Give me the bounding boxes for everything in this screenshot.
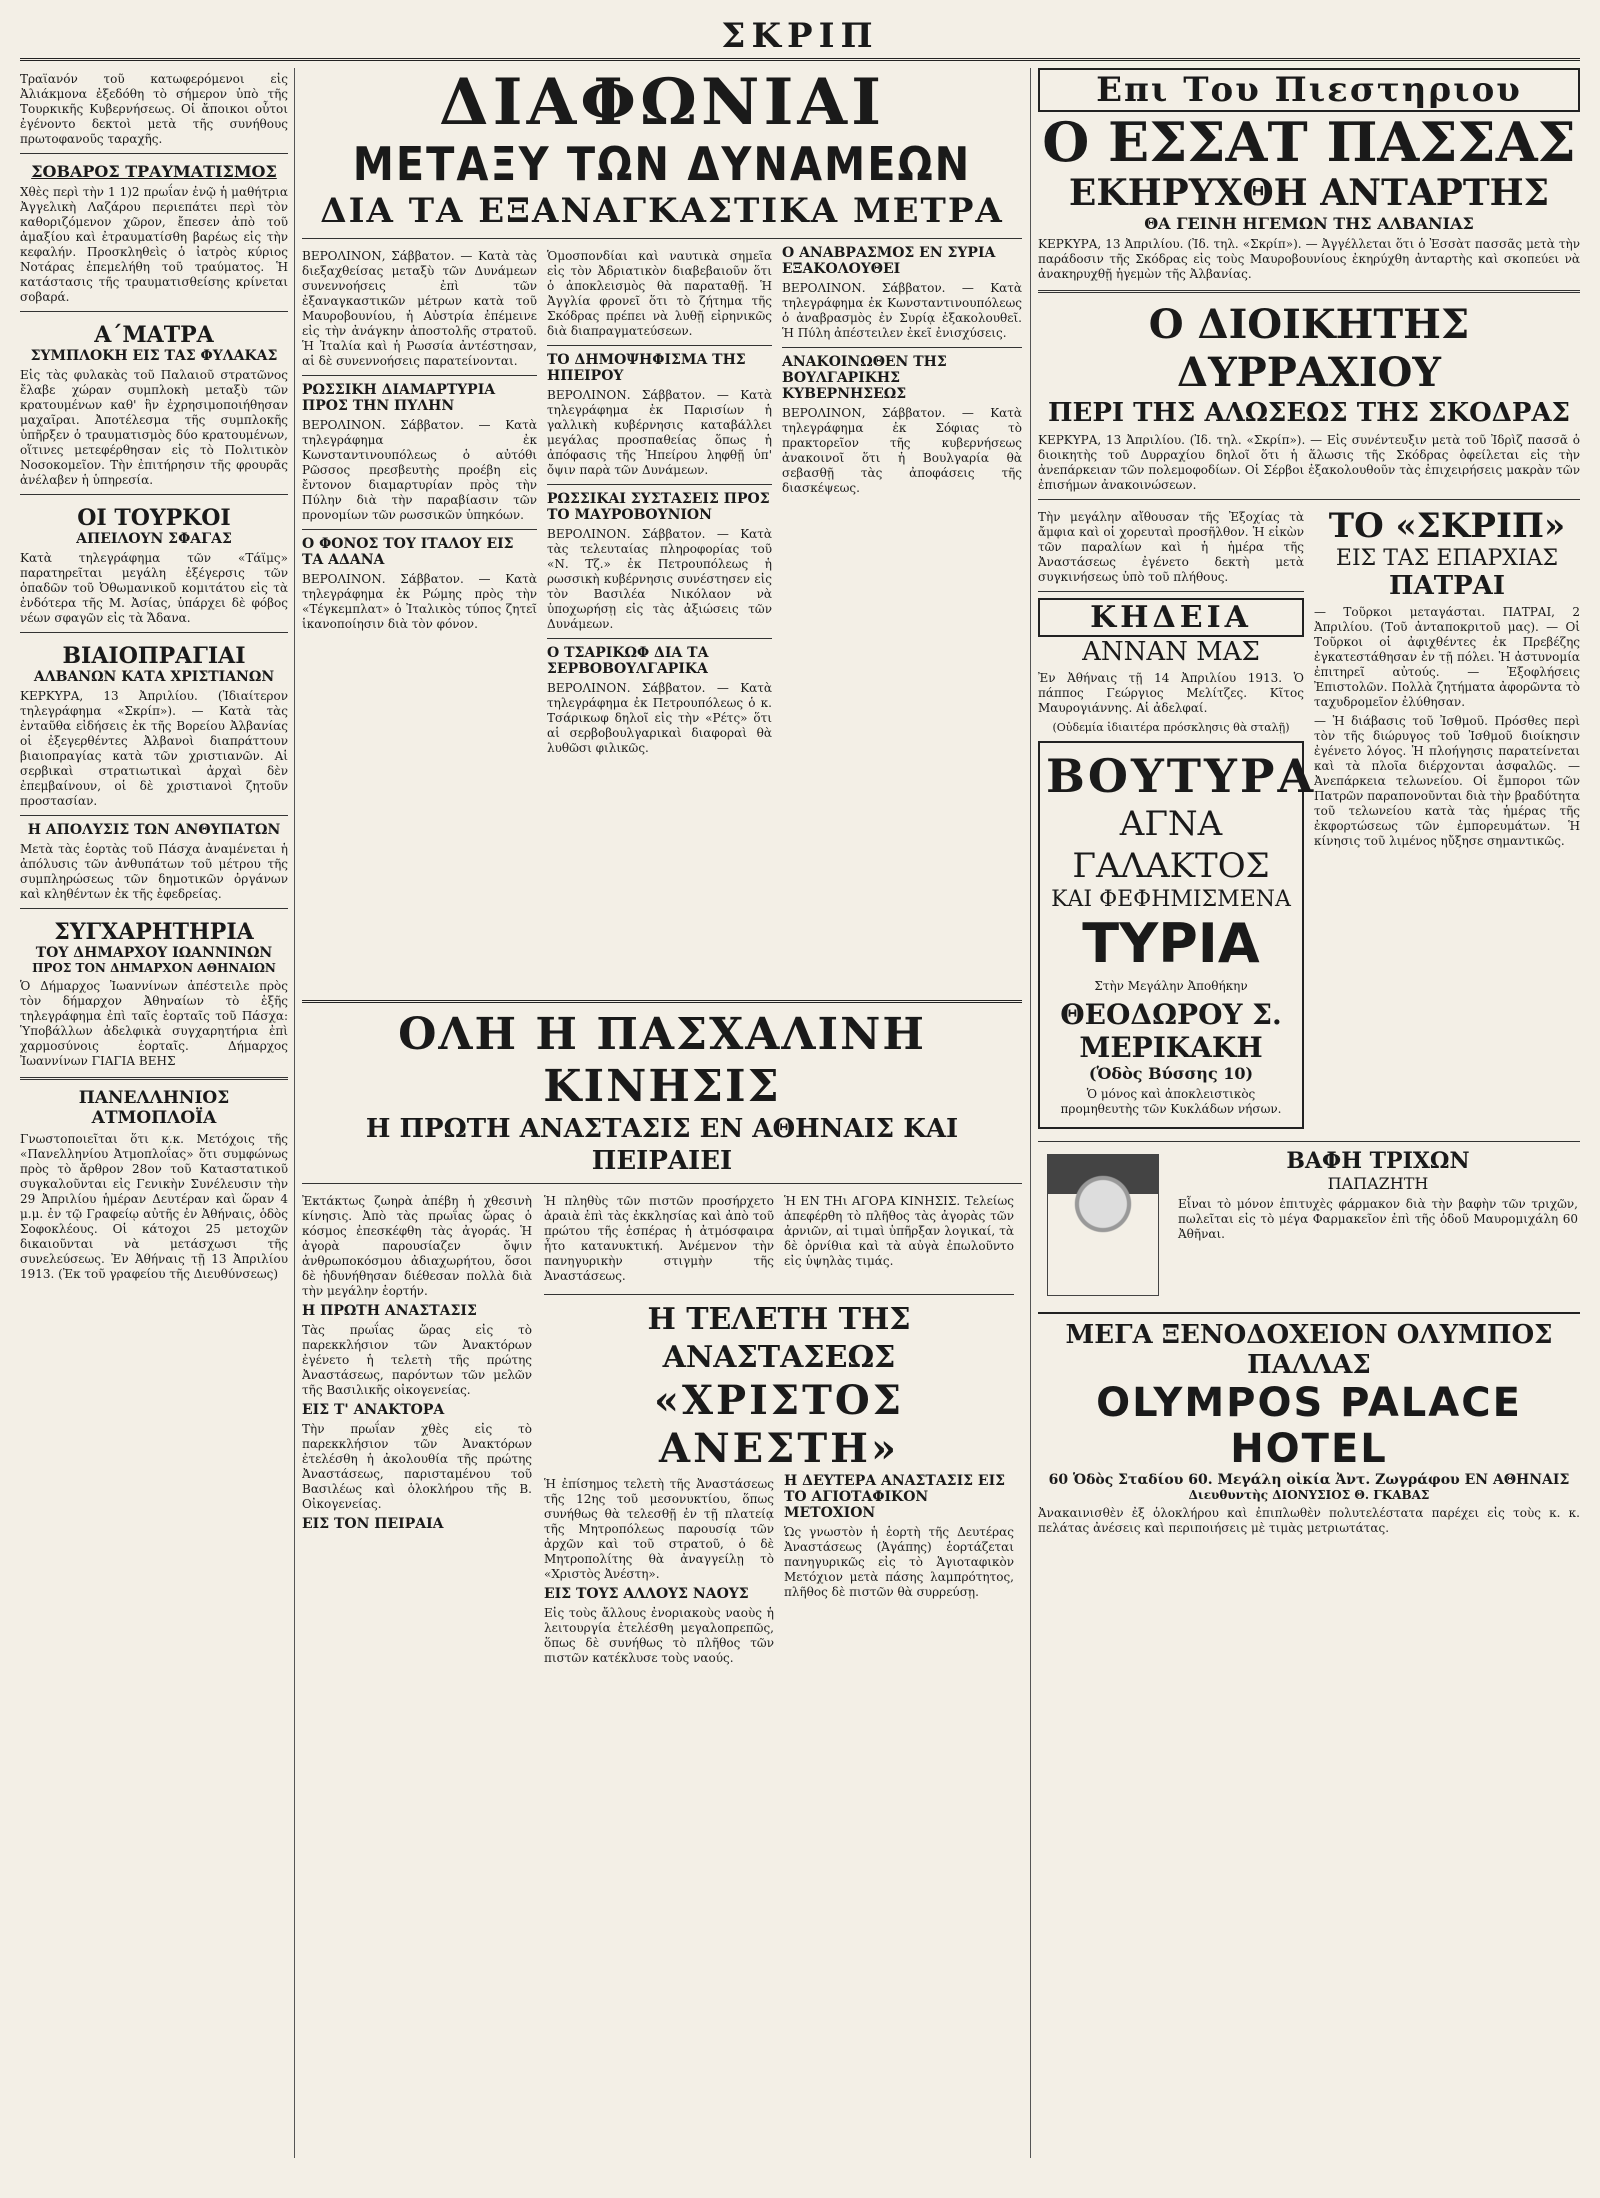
butter-ad-cheese: ΤΥΡΙΑ (1082, 912, 1260, 975)
easter-headline: ΟΛΗ Η ΠΑΣΧΑΛΙΝΗ ΚΙΝΗΣΙΣ (398, 1009, 926, 1112)
article-turks: Κατὰ τηλεγράφημα τῶν «Τάϊμς» παρατηρεῖται μεγάλη ἐξέγερσις τῶν ὀπαδῶν τοῦ Ὀθωμανικοῦ κομιτάτου εἰς τὰ ἐνδότερα τῆς Μ. Ἀσίας, ὑπάρχει δὲ φόβος νέων σφαγῶν εἰς τὰ Ἄδανα. (20, 551, 288, 625)
funeral-name: ΑΝΝΑΝ ΜΑΣ (1082, 637, 1260, 667)
headline-durazzo: Ο ΔΙΟΙΚΗΤΗΣ ΔΥΡΡΑΧΙΟΥ (1148, 301, 1470, 396)
article-patras-2: — Ἡ διάβασις τοῦ Ἰσθμοῦ. Πρόσθες περὶ τὸν τῆς διώρυγος τοῦ Ἰσθμοῦ διοίκησιν ἐγένετο λόγος. Ἡ πλοήγησις παρατείνεται καὶ τὰ πλοῖα διέρχονται ἀσφαλῶς. — Ἀνεπάρκεια τελωνείου. Οἱ ἔμποροι τῶν Πατρῶν παραπονοῦνται διὰ τὴν βραδύτητα τοῦ τελωνείου κατὰ τὰς ἡμέρας τῆς ἐκφορτώσεως τῶν ἐμπορευμάτων. Ἡ κίνησις τοῦ λιμένος ηὔξησε σημαντικῶς. (1314, 714, 1580, 848)
article-injury: Χθὲς περὶ τὴν 1 1)2 πρωΐαν ἐνῷ ἡ μαθήτρια Ἀγγελικὴ Λαζάρου περιεπάτει περὶ τὸν καθοριζόμενον χῶρον, ἔπεσεν ἀπὸ τοῦ ἀμαξίου καὶ ἐτραυματίσθη βαρέως εἰς τὴν κεφαλήν. Προσκληθεὶς ὁ ἰατρὸς κύριος Νοτάρας ἐπεμελήθη τοῦ τραύματος. Ἡ κατάστασις τῆς τραυματισθείσης κρίνεται σοβαρά. (20, 185, 288, 304)
article-durazzo: ΚΕΡΚΥΡΑ, 13 Ἀπριλίου. (Ἰδ. τηλ. «Σκρίπ»). — Εἰς συνέντευξιν μετὰ τοῦ Ἰδρὶζ πασσᾶ ὁ διοικητὴς τοῦ Δυρραχίου δηλοῖ ὅτι ἡ ἅλωσις τῆς Σκόδρας ὀφείλεται εἰς τὴν ἀνεπάρκειαν τῶν πολεμοφοδίων. Οἱ Σέρβοι ἐξακολουθοῦν τὰς ἐπιχειρήσεις μακρὰν τῶν ἐπισήμων ἀνακοινώσεων. (1038, 433, 1580, 492)
top-col-b (547, 245, 772, 760)
article-ceremony: Ἡ ἐπίσημος τελετὴ τῆς Ἀναστάσεως τῆς 12ης τοῦ μεσονυκτίου, ὅπως συνήθως θὰ τελεσθῇ ἐν τῇ πλατείᾳ τῆς Μητροπόλεως παρουσίᾳ τῶν ἀρχῶν καὶ τοῦ στρατοῦ, ὁ δὲ Μητροπολίτης θὰ ἀναγγείλῃ τὸ «Χριστὸς Ἀνέστη». (544, 1477, 774, 1581)
headline-essat: Ο ΕΣΣΑΤ ΠΑΣΣΑΣ (1042, 110, 1576, 174)
article-intro: Τραϊανόν τοῦ κατωφερόμενοι εἰς Ἀλιάκμονα ἐξεδόθη τὸ σήμερον ὑπὸ τῆς Τουρκικῆς Κυβερνήσεως. Οἱ ἄποικοι οὗτοι ἐγένοντο δεκτοὶ μετὰ τῆς συνήθους πρωτοφανοῦς ταραχῆς. (20, 72, 288, 146)
headline-second-resurrection: Η ΔΕΥΤΕΡΑ ΑΝΑΣΤΑΣΙΣ ΕΙΣ ΤΟ ΑΓΙΟΤΑΦΙΚΟΝ ΜΕΤΟΧΙΟΝ (784, 1473, 1006, 1521)
easter-block (302, 1000, 1022, 2161)
butter-ad-and: ΚΑΙ ΦΕΦΗΜΙΣΜΕΝΑ (1051, 887, 1291, 912)
headline-bulgarian: ΑΝΑΚΟΙΝΩΘΕΝ ΤΗΣ ΒΟΥΛΓΑΡΙΚΗΣ ΚΥΒΕΡΝΗΣΕΩΣ (782, 354, 947, 402)
article-prison: Εἰς τὰς φυλακὰς τοῦ Παλαιοῦ στρατῶνος ἔλαβε χώραν συμπλοκὴ μεταξὺ τῶν κρατουμένων καθ' ἣν ἐχρησιμοποιήθησαν μαχαῖραι. Ἀποτέλεσμα τῆς συμπλοκῆς ὑπῆρξεν ὁ τραυματισμὸς δύο κρατουμένων, οἵτινες μετεφέρθησαν εἰς τὸ Πολιτικὸν Νοσοκομεῖον. Τὴν ἐπιτήρησιν τῆς φρουρᾶς ἀνέλαβεν ἡ ὑπηρεσία. (20, 368, 288, 487)
article-market: Ἡ ΕΝ ΤΗι ΑΓΟΡΑ ΚΙΝΗΣΙΣ. Τελείως ἀπεφέρθη τὸ πλῆθος τὰς ἀγορὰς τῶν ἀρνιῶν, αἱ τιμαὶ ὑπῆρξαν λογικαί, τὰ δὲ ὀρνίθια καὶ τὰ αὐγὰ ἐπωλοῦντο εἰς ὑψηλὰς τιμάς. (784, 1194, 1014, 1268)
butter-ad-merchant: ΘΕΟΔΩΡΟΥ Σ. ΜΕΡΙΚΑΚΗ (1060, 998, 1282, 1064)
headline-congrats: ΣΥΓΧΑΡΗΤΗΡΙΑ (54, 919, 254, 945)
hotel-ad-latin-name: OLYMPOS PALACE HOTEL (1096, 1380, 1522, 1472)
article-tsarikof: ΒΕΡΟΛΙΝΟΝ. Σάββατον. — Κατὰ τηλεγράφημα ἐκ Πετρουπόλεως ὁ κ. Τσάρικωφ δηλοῖ εἰς τὴν «Ρέτς» ὅτι αἱ σερβοβουλγαρικαὶ διαφοραὶ θὰ λυθῶσι φιλικῶς. (547, 681, 772, 755)
funeral-text: Ἐν Ἀθήναις τῇ 14 Ἀπριλίου 1913. Ὁ πάππος Γεώργιος Μελίτζες. Κῖτος Μαυρογιάννης. Αἱ ἀδελφαί. (1038, 671, 1304, 715)
main-headline: ΔΙΑΦΩΝΙΑΙ (439, 68, 885, 140)
hotel-ad-text: Ἀνακαινισθὲν ἐξ ὁλοκλήρου καὶ ἐπιπλωθὲν πολυτελέστατα παρέχει εἰς τοὺς κ. κ. πελάτας ἀνέσεις καὶ περιποιήσεις μὲ τιμὰς μετριωτάτας. (1038, 1506, 1580, 1535)
hairdye-ad-text: Εἶναι τὸ μόνον ἐπιτυχὲς φάρμακον διὰ τὴν βαφὴν τῶν τριχῶν, πωλεῖται εἰς τὸ μέγα Φαρμακεῖον ἐπὶ τῆς ὁδοῦ Μαυρομιχάλη 60 Ἀθῆναι. (1178, 1197, 1578, 1241)
press-tag: Επι Του Πιεστηριου (1038, 68, 1580, 112)
subheadline-essat: ΕΚΗΡΥΧΘΗ ΑΝΤΑΡΤΗΣ (1068, 172, 1550, 214)
hairdye-ad-brand: ΠΑΠΑΖΗΤΗ (1327, 1174, 1429, 1193)
article-easter-1: Ἐκτάκτως ζωηρὰ ἀπέβη ἡ χθεσινὴ κίνησις. Ἀπὸ τὰς πρωΐας ὥρας ὁ κόσμος ἐπεσκέφθη τὰς ἀγοράς. Ἡ ἀγορὰ παρουσίαζεν ὄψιν ἀνθρωποκόσμου ἀδιαχωρήτου, ὅσοι δὲ ἠδυνήθησαν διέθεσαν πολλὰ διὰ τὴν μεγάλην ἑορτήν. (302, 1194, 532, 1298)
hotel-ad-greek-name: ΜΕΓΑ ΞΕΝΟΔΟΧΕΙΟΝ ΟΛΥΜΠΟΣ ΠΑΛΛΑΣ (1065, 1320, 1553, 1380)
headline-italian-murder: Ο ΦΟΝΟΣ ΤΟΥ ΙΤΑΛΟΥ ΕΙΣ ΤΑ ΑΔΑΝΑ (302, 536, 514, 568)
subhead-violence: ΑΛΒΑΝΩΝ ΚΑΤΑ ΧΡΙΣΤΙΑΝΩΝ (33, 669, 275, 685)
newspaper-page (20, 14, 1580, 2164)
easter-subheadline: Η ΠΡΩΤΗ ΑΝΑΣΤΑΣΙΣ ΕΝ ΑΘΗΝΑΙΣ ΚΑΙ ΠΕΙΡΑΙΕΙ (365, 1114, 959, 1176)
article-easter-2: Ἡ πληθὺς τῶν πιστῶν προσήρχετο ἀραιὰ ἐπὶ τὰς ἐκκλησίας καὶ ἀπὸ τοῦ πρώτου τῆς ἑσπέρας ἡ ἀτμόσφαιρα ἦτο κατανυκτική. Ἀνέμενον τὴν πανηγυρικὴν στιγμὴν τῆς Ἀναστάσεως. (544, 1194, 774, 1283)
headline-christos-anesti: «ΧΡΙΣΤΟΣ ΑΝΕΣΤΗ» (654, 1377, 904, 1472)
main-subheadline-2: ΔΙΑ ΤΑ ΕΞΑΝΑΓΚΑΣΤΙΚΑ ΜΕΤΡΑ (320, 191, 1004, 231)
article-congrats: Ὁ Δήμαρχος Ἰωαννίνων ἀπέστειλε πρὸς τὸν δήμαρχον Ἀθηναίων τὸ ἑξῆς τηλεγράφημα ἐπὶ ταῖς ἑορταῖς τοῦ Πάσχα: Ὑποβάλλων ἀδελφικὰ συγχαρητήρια ἐπὶ χαρμοσύνοις ἑορταῖς. Δήμαρχος Ἰωαννίνων ΓΙΑΓΙΑ ΒΕΗΣ (20, 979, 288, 1068)
article-violence: ΚΕΡΚΥΡΑ, 13 Ἀπριλίου. (Ἰδιαίτερον τηλεγράφημα «Σκρίπ»). — Κατὰ τὰς ἐνταῦθα εἰδήσεις ἐκ τῆς Βορείου Ἀλβανίας οἱ ἐξεγερθέντες Ἀλβανοὶ διαπράττουν βιαιοπραγίας κατὰ τῶν χριστιανῶν. Αἱ σερβικαὶ στρατιωτικαὶ ἀρχαὶ δὲν ἐπεμβαίνουν, οἱ δὲ χριστιανοὶ ζητοῦν προστασίαν. (20, 689, 288, 808)
article-patras: — Τοῦρκοι μεταγάσται. ΠΑΤΡΑΙ, 2 Ἀπριλίου. (Τοῦ ἀνταποκριτοῦ μας). — Οἱ Τοῦρκοι οἱ ἀφιχθέντες ἐκ Πρεβέζης ἐγκατεστάθησαν ἐν τῇ πόλει. Ἡ ἀστυνομία ἐπιτηρεῖ αὐτούς. — Ἐξοφλήσεις Ἐπιστολῶν. Πολλὰ ζητήματα ἀφορῶντα τὸ ταχυδρομεῖον ἐλύθησαν. (1314, 605, 1580, 709)
headline-skrip-provinces: ΤΟ «ΣΚΡΙΠ» (1328, 506, 1566, 546)
top-middle-block (302, 68, 1022, 988)
article-russian-protest: ΒΕΡΟΛΙΝΟΝ. Σάββατον. — Κατὰ τηλεγράφημα ἐκ Κωνσταντινουπόλεως ὁ αὐτόθι Ρῶσσος πρεσβευτὴς προέβη εἰς ἔντονον διαμαρτυρίαν πρὸς τὴν Πύλην διὰ τὴν παραβίασιν τῶν προνομίων τῶν ρωσσικῶν ὑπηκόων. (302, 418, 537, 522)
headline-syria: Ο ΑΝΑΒΡΑΣΜΟΣ ΕΝ ΣΥΡΙΑ ΕΞΑΚΟΛΟΥΘΕΙ (782, 245, 996, 277)
headline-funeral: ΚΗΔΕΙΑ (1038, 598, 1304, 637)
funeral-note: (Οὐδεμία ἰδιαιτέρα πρόσκλησις θὰ σταλῇ) (1052, 721, 1290, 734)
article-first-resurrection: Τὰς πρωΐας ὥρας εἰς τὸ παρεκκλήσιον τῶν Ἀνακτόρων ἐγένετο ἡ τελετὴ τῆς πρώτης Ἀναστάσεως, παρόντων τῶν μελῶν τῆς Βασιλικῆς οἰκογενείας. (302, 1323, 532, 1397)
article-steamship: Γνωστοποιεῖται ὅτι κ.κ. Μετόχοις τῆς «Πανελληνίου Ἀτμοπλοΐας» ὅτι συμφώνως πρὸς τὸ ἄρθρον 28ον τοῦ Καταστατικοῦ συγκαλοῦνται εἰς Γενικὴν Συνέλευσιν τὴν 29 Ἀπριλίου ἡμέραν Δευτέραν καὶ ὥραν 4 μ.μ. ἐν τῷ Γραφείῳ αὐτῆς ἐν Ἀθήναις, ὁδὸς Σοφοκλέους. Οἱ κάτοχοι 25 μετοχῶν δικαιοῦνται νὰ μετάσχωσι τῆς συνελεύσεως. Ἐν Ἀθήναις τῇ 13 Ἀπριλίου 1913. (Ἐκ τοῦ γραφείου τῆς Διευθύνσεως) (20, 1132, 288, 1281)
article-second-resurrection: Ὡς γνωστὸν ἡ ἑορτὴ τῆς Δευτέρας Ἀναστάσεως (Ἀγάπης) ἑορτάζεται πανηγυρικῶς εἰς τὸ Ἁγιοταφικὸν Μετόχιον μετὰ πάσης λαμπρότητος, πλῆθος δὲ πιστῶν θὰ συρρεύσῃ. (784, 1525, 1014, 1599)
headline-epirus: ΤΟ ΔΗΜΟΨΗΦΙΣΜΑ ΤΗΣ ΗΠΕΙΡΟΥ (547, 352, 746, 384)
butter-ad-title: ΒΟΥΤΥΡΑ (1046, 749, 1317, 803)
man-portrait-illustration (1047, 1154, 1159, 1296)
article-epirus: ΒΕΡΟΛΙΝΟΝ. Σάββατον. — Κατὰ τηλεγράφημα ἐκ Παρισίων ἡ γαλλικὴ κυβέρνησις καταβάλλει μεγάλας προσπαθείας ὅπως ἡ ἀπόφασις τῆς Ἠπείρου ληφθῇ ὑπ' ὄψιν παρὰ τῶν Δυνάμεων. (547, 388, 772, 477)
butter-ad-tagline: Ὁ μόνος καὶ ἀποκλειστικὸς προμηθευτὴς τῶν Κυκλάδων νήσων. (1060, 1087, 1282, 1116)
column-left (20, 68, 295, 2158)
article-continued: Τὴν μεγάλην αἴθουσαν τῆς Ἐξοχίας τὰ ἄμφια καὶ οἱ χορευταὶ προσῆλθον. Ἡ εἰκὼν τῶν παραλίων καὶ ἡ ἡμέρα τῆς Ἀναστάσεως ἐγένετο δεκτὴ μετὰ συγκινήσεως ὑπὸ τοῦ πλήθους. (1038, 510, 1304, 584)
subhead-turks: ΑΠΕΙΛΟΥΝ ΣΦΑΓΑΣ (76, 531, 232, 547)
butter-ad-store: Στὴν Μεγάλην Ἀποθήκην (1094, 979, 1248, 993)
headline-first-resurrection: Η ΠΡΩΤΗ ΑΝΑΣΤΑΣΙΣ (302, 1303, 477, 1319)
article-italian-murder: ΒΕΡΟΛΙΝΟΝ. Σάββατον. — Κατὰ τηλεγράφημα ἐκ Ρώμης πρὸς τὴν «Τέγκεμπλατ» ὁ Ἰταλικὸς τύπος ζητεῖ ἱκανοποίησιν διὰ τὸν φόνον. (302, 572, 537, 631)
headline-russian-protest: ΡΩΣΣΙΚΗ ΔΙΑΜΑΡΤΥΡΙΑ ΠΡΟΣ ΤΗΝ ΠΥΛΗΝ (302, 382, 496, 414)
headline-piraeus: ΕΙΣ ΤΟΝ ΠΕΙΡΑΙΑ (302, 1516, 444, 1532)
top-col-c (782, 245, 1022, 760)
article-powers-1: ΒΕΡΟΛΙΝΟΝ, Σάββατον. — Κατὰ τὰς διεξαχθείσας μεταξὺ τῶν Δυνάμεων συνεννοήσεις ἐπὶ τῶν ἐξαναγκαστικῶν μέτρων κατὰ τοῦ Μαυροβουνίου, ἡ Αὐστρία ἐπέμεινε εἰς τὴν ἀνάγκην ἀποστολῆς στρατοῦ. Ἡ Ἰταλία καὶ ἡ Ρωσσία ἀντέστησαν, αἱ δὲ συνεννοήσεις παρατείνονται. (302, 249, 537, 368)
top-col-a (302, 245, 537, 760)
hotel-ad-address: 60 Ὁδὸς Σταδίου 60. Μεγάλη οἰκία Ἀντ. Ζωγράφου ΕΝ ΑΘΗΝΑΙΣ (1048, 1472, 1570, 1488)
article-other-churches: Εἰς τοὺς ἄλλους ἐνοριακοὺς ναοὺς ἡ λειτουργία ἐτελέσθη μεγαλοπρεπῶς, ὅπως δὲ συνήθως τὸ πλῆθος τῶν πιστῶν κατέκλυσε τοὺς ναούς. (544, 1606, 774, 1665)
subhead-prison: ΣΥΜΠΛΟΚΗ ΕΙΣ ΤΑΣ ΦΥΛΑΚΑΣ (30, 348, 278, 364)
subheadline-essat-2: ΘΑ ΓΕΙΝΗ ΗΓΕΜΩΝ ΤΗΣ ΑΛΒΑΝΙΑΣ (1144, 214, 1474, 233)
subhead-congrats: ΤΟΥ ΔΗΜΑΡΧΟΥ ΙΩΑΝΝΙΝΩΝ (35, 945, 273, 961)
main-subheadline: ΜΕΤΑΞΥ ΤΩΝ ΔΥΝΑΜΕΩΝ (352, 137, 972, 191)
hotel-ad-director: Διευθυντὴς ΔΙΟΝΥΣΙΟΣ Θ. ΓΚΑΒΑΣ (1188, 1488, 1430, 1502)
butter-ad-address: (Ὁδὸς Βύσσης 10) (1088, 1064, 1254, 1083)
subhead-congrats-2: ΠΡΟΣ ΤΟΝ ΔΗΜΑΡΧΟΝ ΑΘΗΝΑΙΩΝ (32, 961, 276, 975)
subheadline-durazzo: ΠΕΡΙ ΤΗΣ ΑΛΩΣΕΩΣ ΤΗΣ ΣΚΟΔΡΑΣ (1047, 398, 1570, 428)
article-russian-advice: ΒΕΡΟΛΙΝΟΝ. Σάββατον. — Κατὰ τὰς τελευταίας πληροφορίας τοῦ «Ν. Τζ.» ἐκ Πετρουπόλεως ἡ ρωσσικὴ κυβέρνησις συνέστησεν εἰς τὸν Βασιλέα Νικόλαον νὰ ὑποχωρήσῃ εἰς τὰς ἀξιώσεις τῶν Δυνάμεων. (547, 527, 772, 631)
headline-steamship: ΠΑΝΕΛΛΗΝΙΟΣ ΑΤΜΟΠΛΟΪΑ (78, 1088, 230, 1128)
headline-russian-advice: ΡΩΣΣΙΚΑΙ ΣΥΣΤΑΣΕΙΣ ΠΡΟΣ ΤΟ ΜΑΥΡΟΒΟΥΝΙΟΝ (547, 491, 770, 523)
article-syria: ΒΕΡΟΛΙΝΟΝ. Σάββατον. — Κατὰ τηλεγράφημα ἐκ Κωνσταντινουπόλεως ὁ ἀναβρασμὸς ἐν Συρίᾳ ἐξακολουθεῖ. Ἡ Πύλη ἀπέστειλεν ἐκεῖ ἐνισχύσεις. (782, 281, 1022, 340)
article-bulgarian: ΒΕΡΟΛΙΝΟΝ, Σάββατον. — Κατὰ τηλεγράφημα ἐκ Σόφιας τὸ πρακτορεῖον τῆς κυβερνήσεως ἀνακοινοῖ ὅτι ἡ Βουλγαρία θὰ σεβασθῇ τὰς ἀποφάσεις τῆς διασκέψεως. (782, 406, 1022, 495)
headline-release: Η ΑΠΟΛΥΣΙΣ ΤΩΝ ΑΝΘΥΠΑΤΩΝ (27, 822, 281, 838)
column-right (1038, 68, 1580, 2158)
subheadline-patras: ΠΑΤΡΑΙ (1389, 571, 1505, 601)
headline-palace: ΕΙΣ Τ' ΑΝΑΚΤΟΡΑ (302, 1402, 445, 1418)
article-palace: Τὴν πρωΐαν χθὲς εἰς τὸ παρεκκλήσιον τῶν Ἀνακτόρων ἐτελέσθη ἡ ἀκολουθία τῆς πρώτης Ἀναστάσεως, παρισταμένου τοῦ Βασιλέως καὶ ὁλοκλήρου τῆς Β. Οἰκογενείας. (302, 1422, 532, 1511)
article-essat: ΚΕΡΚΥΡΑ, 13 Ἀπριλίου. (Ἰδ. τηλ. «Σκρίπ»). — Ἀγγέλλεται ὅτι ὁ Ἐσσὰτ πασσᾶς μετὰ τὴν παράδοσιν τῆς Σκόδρας εἰς τοὺς Μαυροβουνίους ἐκηρύχθη ἀνταρτὴς καὶ σκοπεύει νὰ ἀνακηρυχθῇ ἡγεμὼν τῆς Ἀλβανίας. (1038, 237, 1580, 281)
headline-other-churches: ΕΙΣ ΤΟΥΣ ΑΛΛΟΥΣ ΝΑΟΥΣ (544, 1586, 749, 1602)
article-release: Μετὰ τὰς ἑορτὰς τοῦ Πάσχα ἀναμένεται ἡ ἀπόλυσις τῶν ἀνθυπάτων τοῦ μέτρου τῆς συμπληρώσεως τῶν δημοτικῶν ὀργάνων καὶ κληθέντων ἐκ τῆς ἐφεδρείας. (20, 842, 288, 901)
hairdye-ad-title: ΒΑΦΗ ΤΡΙΧΩΝ (1286, 1148, 1470, 1174)
subheadline-provinces: ΕΙΣ ΤΑΣ ΕΠΑΡΧΙΑΣ (1335, 546, 1559, 571)
headline-tsarikof: Ο ΤΣΑΡΙΚΩΦ ΔΙΑ ΤΑ ΣΕΡΒΟΒΟΥΛΓΑΡΙΚΑ (547, 645, 709, 677)
headline-injury: ΣΟΒΑΡΟΣ ΤΡΑΥΜΑΤΙΣΜΟΣ (31, 162, 277, 181)
masthead: ΣΚΡΙΠ (20, 14, 1580, 61)
headline-turks: ΟΙ ΤΟΥΡΚΟΙ (77, 505, 231, 531)
hotel-ad (1038, 1312, 1580, 1536)
headline-violence: ΒΙΑΙΟΠΡΑΓΙΑΙ (62, 643, 246, 669)
headline-prison: Α΄ΜΑΤΡΑ (94, 322, 214, 348)
butter-ad-subtitle: ΑΓΝΑ ΓΑΛΑΚΤΟΣ (1072, 804, 1270, 886)
article-powers-2: Ὁμοσπονδίαι καὶ ναυτικὰ σημεῖα εἰς τὸν Ἀδριατικὸν διαβεβαιοῦν ὅτι ὁ ἀποκλεισμὸς θὰ παραταθῇ. Ἡ Ἀγγλία φρονεῖ ὅτι τὸ ζήτημα τῆς Σκόδρας πρέπει νὰ λυθῇ εἰρηνικῶς διὰ διαπραγματεύσεων. (547, 249, 772, 338)
butter-ad (1038, 741, 1317, 1129)
headline-ceremony: Η ΤΕΛΕΤΗ ΤΗΣ ΑΝΑΣΤΑΣΕΩΣ (647, 1302, 911, 1375)
